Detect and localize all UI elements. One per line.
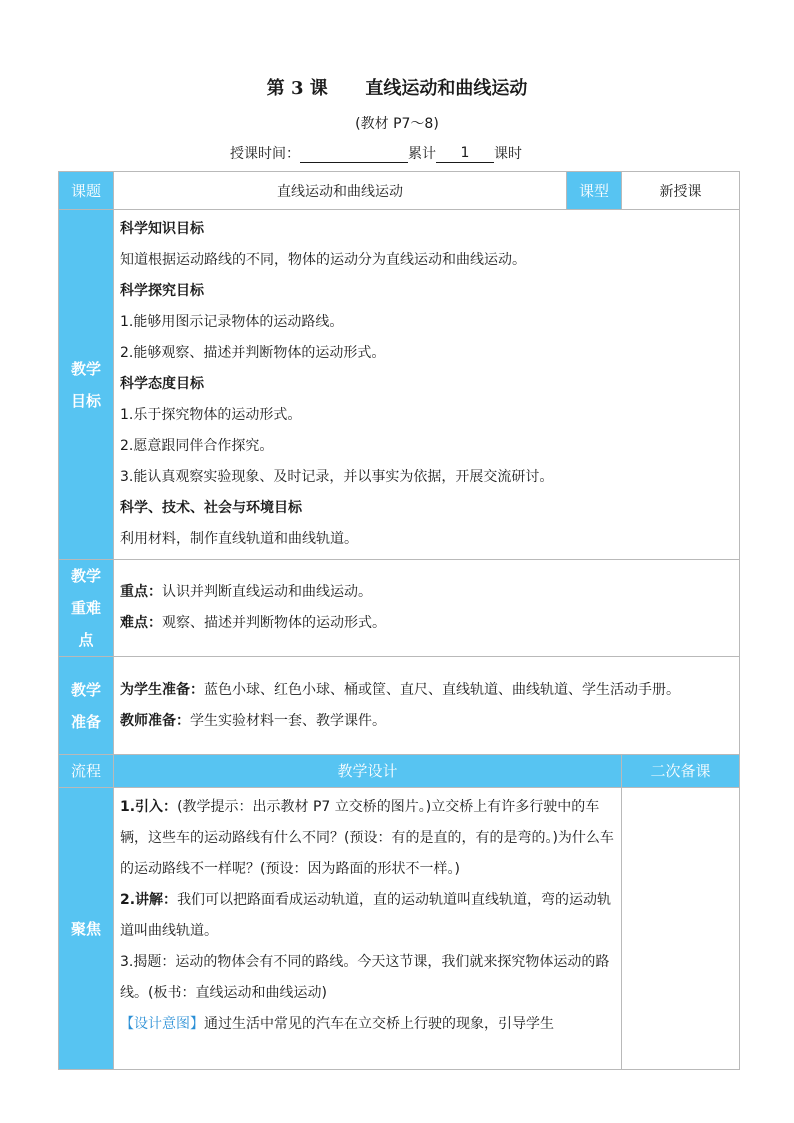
goal-item: 知道根据运动路线的不同，物体的运动分为直线运动和曲线运动。 <box>120 252 526 268</box>
textbook-pages: (教材 P7～8) <box>355 116 439 132</box>
goals-row <box>59 210 740 560</box>
goal-heading: 科学知识目标 <box>120 221 204 237</box>
preparation-content <box>114 657 740 755</box>
goal-item: 利用材料，制作直线轨道和曲线轨道。 <box>120 531 358 547</box>
key-point <box>120 577 733 608</box>
lesson-title: 第 3 课 直线运动和曲线运动 <box>266 78 528 99</box>
lesson-type-value: 新授课 <box>622 172 740 210</box>
lesson-plan-table <box>58 171 740 1070</box>
key-points-row <box>59 560 740 657</box>
difficult-point-label: 难点： <box>120 615 162 631</box>
teacher-preparation-label: 教师准备： <box>120 712 190 729</box>
key-point-label: 重点： <box>120 584 162 600</box>
intro-label: 1.引入： <box>120 799 178 815</box>
explain-label: 2.讲解： <box>120 892 178 908</box>
second-prep-cell[interactable] <box>622 788 740 1070</box>
teacher-preparation-text: 学生实验材料一套、教学课件。 <box>190 712 386 729</box>
goal-item: 1.乐于探究物体的运动形式。 <box>120 407 302 423</box>
lesson-type-label: 课型 <box>567 172 622 210</box>
topic-value: 直线运动和曲线运动 <box>114 172 567 210</box>
difficult-point-text: 观察、描述并判断物体的运动形式。 <box>162 615 386 631</box>
focus-paragraph <box>120 792 615 885</box>
preparation-label-line1: 教学 <box>70 680 101 699</box>
goals-label-line2: 目标 <box>70 391 101 410</box>
total-label: 累计 <box>408 146 436 162</box>
goals-content <box>114 210 740 560</box>
topic-row <box>59 172 740 210</box>
difficult-point <box>120 608 733 639</box>
preparation-label <box>59 657 114 755</box>
student-preparation-label: 为学生准备： <box>120 681 204 698</box>
focus-paragraph <box>120 1009 615 1040</box>
goals-label <box>59 210 114 560</box>
goal-item: 1.能够用图示记录物体的运动路线。 <box>120 314 344 330</box>
focus-label: 聚焦 <box>59 788 114 1070</box>
goals-label-line1: 教学 <box>70 359 101 378</box>
goal-heading: 科学、技术、社会与环境目标 <box>120 500 302 516</box>
key-points-label-line2: 重难 <box>70 599 101 617</box>
key-points-label-line3: 点 <box>78 631 94 649</box>
focus-paragraph: 3.揭题：运动的物体会有不同的路线。今天这节课，我们就来探究物体运动的路线。(板书：直线运动和曲线运动) <box>120 954 610 1001</box>
design-header: 教学设计 <box>114 755 622 788</box>
goal-heading: 科学态度目标 <box>120 376 204 392</box>
goal-heading: 科学探究目标 <box>120 283 204 299</box>
intro-text: (教学提示：出示教材 P7 立交桥的图片。)立交桥上有许多行驶中的车辆，这些车的运动路线有什么不同？(预设：有的是直的，有的是弯的。)为什么车的运动路线不一样呢？(预设：因为路面的形状不一样。) <box>120 799 614 877</box>
flow-header: 流程 <box>59 755 114 788</box>
design-intent-label: 【设计意图】 <box>120 1016 204 1032</box>
process-header-row <box>59 755 740 788</box>
goal-item: 2.能够观察、描述并判断物体的运动形式。 <box>120 345 386 361</box>
topic-label: 课题 <box>59 172 114 210</box>
focus-row <box>59 788 740 1070</box>
preparation-label-line2: 准备 <box>70 712 101 731</box>
key-point-text: 认识并判断直线运动和曲线运动。 <box>162 584 372 600</box>
key-points-label <box>59 560 114 657</box>
student-preparation-text: 蓝色小球、红色小球、桶或筐、直尺、直线轨道、曲线轨道、学生活动手册。 <box>204 681 680 698</box>
time-label: 授课时间： <box>230 146 300 162</box>
period-label: 课时 <box>494 146 522 162</box>
preparation-row <box>59 657 740 755</box>
second-prep-header: 二次备课 <box>622 755 740 788</box>
lesson-time-line <box>230 143 522 163</box>
time-blank <box>300 145 408 163</box>
teacher-preparation <box>120 706 733 737</box>
goal-item: 2.愿意跟同伴合作探究。 <box>120 438 274 454</box>
explain-text: 我们可以把路面看成运动轨道，直的运动轨道叫直线轨道，弯的运动轨道叫曲线轨道。 <box>120 892 612 939</box>
goal-item: 3.能认真观察实验现象、及时记录，并以事实为依据，开展交流研讨。 <box>120 469 554 485</box>
focus-content <box>114 788 622 1070</box>
student-preparation <box>120 675 733 706</box>
key-points-content <box>114 560 740 657</box>
design-intent-text: 通过生活中常见的汽车在立交桥上行驶的现象，引导学生 <box>204 1016 554 1032</box>
key-points-label-line1: 教学 <box>70 567 101 585</box>
total-value: 1 <box>436 145 494 163</box>
focus-paragraph <box>120 885 615 947</box>
